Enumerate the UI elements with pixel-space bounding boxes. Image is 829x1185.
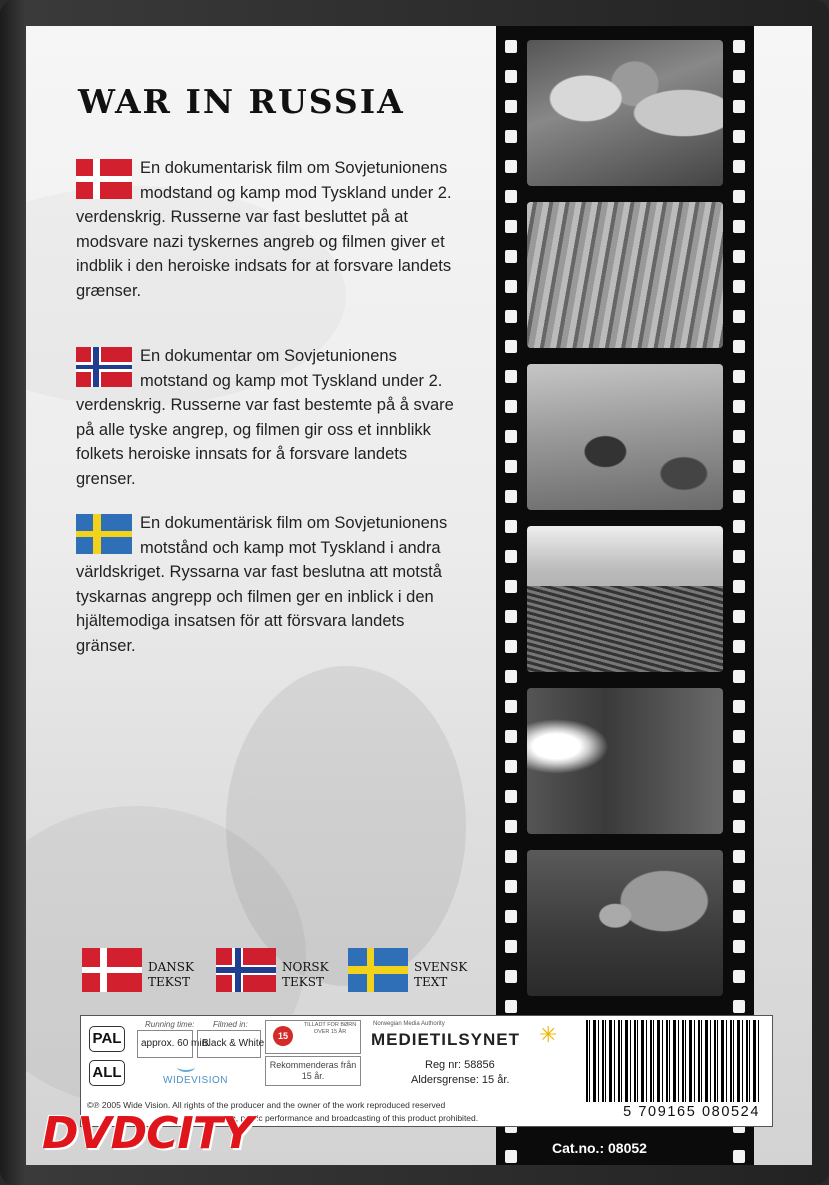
- sprocket-hole: [733, 70, 745, 83]
- sprocket-hole: [733, 190, 745, 203]
- description-text: En dokumentärisk film om Sovjetunionens motstånd och kamp mot Tyskland i andra världskriget. Ryssarna var fast beslutna att motstå tyskarnas angrepp och filmen ger en inblick i den hjältemodiga insatsen för att försvara landets gränser.: [76, 514, 448, 655]
- barcode: [586, 1020, 762, 1102]
- sprocket-hole: [733, 670, 745, 683]
- sprocket-hole: [505, 70, 517, 83]
- registration-number: Reg nr: 58856: [425, 1059, 495, 1071]
- sprocket-hole: [733, 760, 745, 773]
- film-frame-fire: [527, 688, 723, 834]
- danish-flag-icon: [82, 948, 142, 992]
- sprocket-hole: [505, 700, 517, 713]
- background-soldiers: [226, 666, 466, 986]
- region-all-badge: ALL: [89, 1060, 125, 1086]
- sprocket-hole: [733, 130, 745, 143]
- sprocket-hole: [505, 310, 517, 323]
- filmed-in-value: Black & White: [202, 1038, 265, 1049]
- sprocket-hole: [505, 460, 517, 473]
- sprocket-hole: [505, 730, 517, 743]
- description-text: En dokumentarisk film om Sovjetunionens modstand og kamp mod Tyskland under 2. verdenskrig. Russerne var fast besluttet på at modsvare nazi tyskernes angreb og filmen giver et indblik i den heroiske indsats for at forsvare landets grænser.: [76, 159, 452, 300]
- language-label: SVENSK: [414, 960, 468, 974]
- age-rating-icon: 15: [273, 1026, 293, 1046]
- sprocket-hole: [733, 730, 745, 743]
- sprocket-hole: [733, 490, 745, 503]
- swedish-flag-icon: [76, 514, 132, 554]
- sprocket-hole: [505, 640, 517, 653]
- sprocket-hole: [505, 1150, 517, 1163]
- sprocket-hole: [733, 160, 745, 173]
- swedish-flag-icon: [348, 948, 408, 992]
- film-frame-troops: [527, 526, 723, 672]
- recommend-text: Rekommenderas från 15 år.: [269, 1060, 357, 1081]
- medietilsynet-star-icon: ✳: [539, 1022, 558, 1047]
- copyright-line: ©℗ 2005 Wide Vision. All rights of the producer and the owner of the work reproduced reserved: [87, 1100, 446, 1110]
- sprocket-hole: [505, 760, 517, 773]
- page-title: WAR IN RUSSIA: [78, 82, 405, 121]
- widevision-logo: WIDEVISION: [163, 1075, 229, 1086]
- language-sublabel: TEKST: [282, 975, 324, 989]
- sprocket-hole: [505, 880, 517, 893]
- sprocket-hole: [505, 910, 517, 923]
- barcode-number: 5 709165 080524: [623, 1104, 760, 1120]
- film-frame-crowd: [527, 40, 723, 186]
- sprocket-hole: [505, 940, 517, 953]
- sprocket-hole: [733, 910, 745, 923]
- sprocket-hole: [505, 250, 517, 263]
- norwegian-flag-icon: [216, 948, 276, 992]
- sprocket-hole: [733, 100, 745, 113]
- sprocket-hole: [505, 790, 517, 803]
- description-text: En dokumentar om Sovjetunionens motstand og kamp mot Tyskland under 2. verdenskrig. Russerne var fast bestemte på å svare på alle tyske angrep, og filmen gir oss et innblikk folkets heroiske innsats for å forsvare landets grenser.: [76, 347, 454, 488]
- sprocket-hole: [733, 40, 745, 53]
- film-frame-fallen-soldier: [527, 850, 723, 996]
- age-limit: Aldersgrense: 15 år.: [411, 1074, 510, 1086]
- sprocket-hole: [505, 610, 517, 623]
- sprocket-hole: [733, 430, 745, 443]
- sprocket-hole: [505, 130, 517, 143]
- sprocket-hole: [733, 370, 745, 383]
- language-label: NORSK: [282, 960, 329, 974]
- sprocket-hole: [505, 520, 517, 533]
- widevision-logo-icon: [177, 1062, 195, 1072]
- sprocket-hole: [505, 970, 517, 983]
- sprocket-hole: [505, 340, 517, 353]
- filmed-in-label: Filmed in:: [213, 1020, 248, 1029]
- sprocket-hole: [733, 850, 745, 863]
- language-label: DANSK: [148, 960, 194, 974]
- sprocket-hole: [505, 490, 517, 503]
- language-sublabel: TEXT: [414, 975, 448, 989]
- language-danish: [82, 948, 194, 997]
- sprocket-hole: [505, 1000, 517, 1013]
- sprocket-hole: [733, 280, 745, 293]
- description-norwegian: [76, 344, 456, 491]
- sprocket-hole: [733, 940, 745, 953]
- sprocket-hole: [505, 670, 517, 683]
- dvdcity-logo: DVDCITY: [42, 1108, 253, 1159]
- authority-label: Norwegian Media Authority: [373, 1021, 445, 1027]
- sprocket-hole: [733, 460, 745, 473]
- sprocket-hole: [733, 580, 745, 593]
- sprocket-hole: [733, 820, 745, 833]
- running-time-label: Running time:: [145, 1020, 195, 1029]
- rating-text: TILLADT FOR BØRN OVER 15 ÅR: [303, 1022, 357, 1035]
- medietilsynet-logo: MEDIETILSYNET: [371, 1030, 521, 1049]
- sprocket-hole: [505, 40, 517, 53]
- norwegian-flag-icon: [76, 347, 132, 387]
- sprocket-hole: [505, 820, 517, 833]
- copyright-line: g, public performance and broadcasting of this product prohibited.: [231, 1113, 479, 1123]
- sprocket-hole: [505, 850, 517, 863]
- film-frame-vehicles: [527, 364, 723, 510]
- pal-badge: PAL: [89, 1026, 125, 1052]
- sprocket-hole: [733, 970, 745, 983]
- sprocket-hole: [733, 220, 745, 233]
- sprocket-hole: [733, 550, 745, 563]
- sprocket-hole: [733, 700, 745, 713]
- sprocket-hole: [505, 370, 517, 383]
- sprocket-hole: [733, 610, 745, 623]
- running-time-value: approx. 60 min.: [141, 1038, 210, 1049]
- sprocket-hole: [505, 550, 517, 563]
- sprocket-hole: [505, 190, 517, 203]
- sprocket-hole: [505, 100, 517, 113]
- sprocket-hole: [733, 340, 745, 353]
- sprocket-hole: [505, 400, 517, 413]
- language-norwegian: [216, 948, 329, 997]
- sprocket-hole: [733, 880, 745, 893]
- back-cover: [26, 26, 812, 1165]
- sprocket-hole: [733, 790, 745, 803]
- sprocket-hole: [505, 430, 517, 443]
- sprocket-hole: [733, 640, 745, 653]
- language-swedish: [348, 948, 468, 997]
- sprocket-hole: [505, 160, 517, 173]
- film-frame-parade: [527, 202, 723, 348]
- sprocket-hole: [505, 580, 517, 593]
- danish-flag-icon: [76, 159, 132, 199]
- sprocket-hole: [733, 1000, 745, 1013]
- sprocket-hole: [505, 280, 517, 293]
- sprocket-hole: [733, 250, 745, 263]
- sprocket-hole: [733, 400, 745, 413]
- sprocket-hole: [505, 220, 517, 233]
- description-swedish: [76, 511, 456, 658]
- sprocket-hole: [733, 310, 745, 323]
- catalog-number: Cat.no.: 08052: [552, 1140, 647, 1156]
- sprocket-hole: [733, 1150, 745, 1163]
- filmstrip: [496, 26, 754, 1165]
- description-danish: [76, 156, 456, 303]
- sprocket-hole: [733, 520, 745, 533]
- language-sublabel: TEKST: [148, 975, 190, 989]
